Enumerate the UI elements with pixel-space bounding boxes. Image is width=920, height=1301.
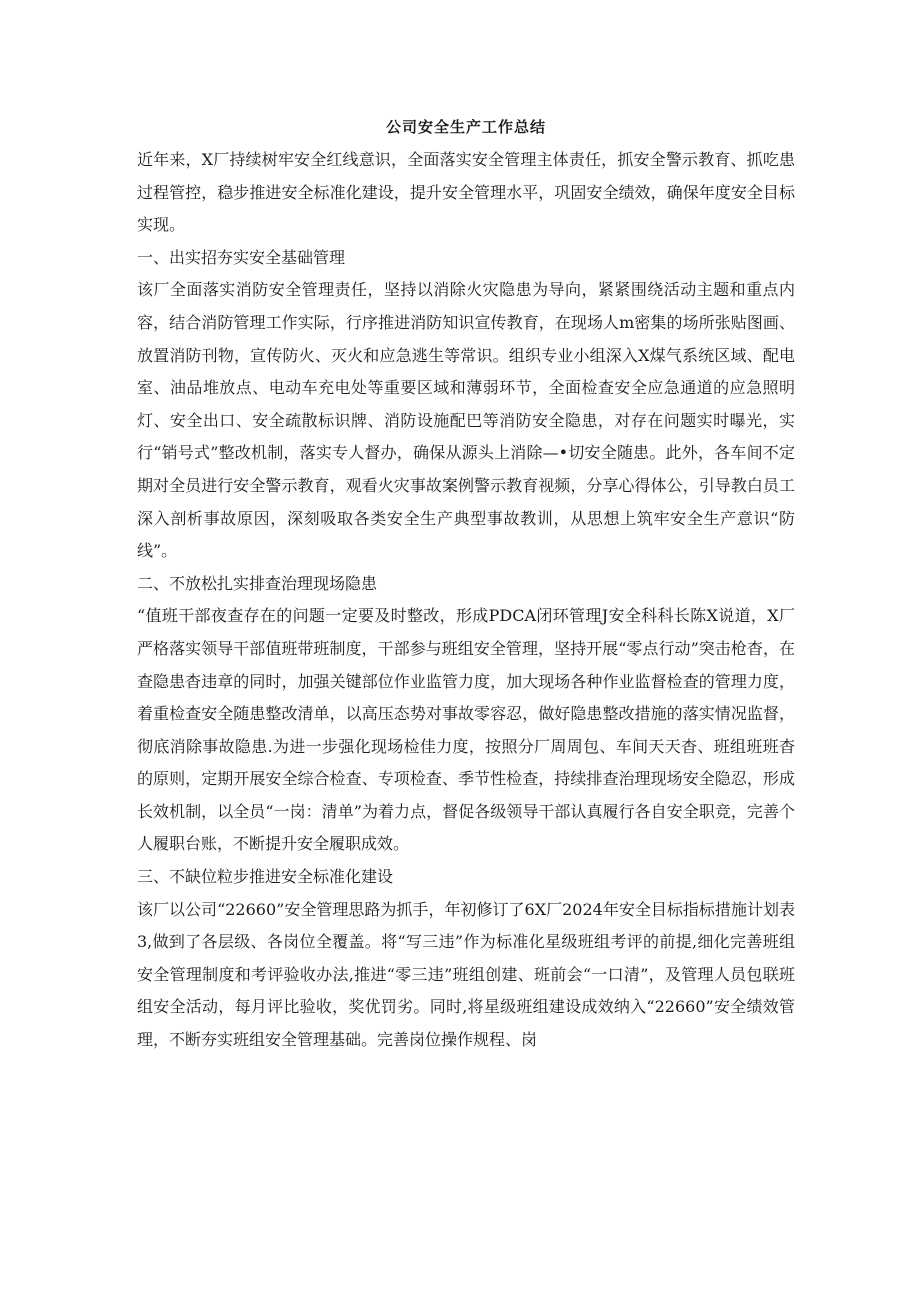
section-3-paragraph: 该厂以公司“22660”安全管理思路为抓手，年初修订了6X厂2024年安全目标指标措施计划表3,做到了各层级、各岗位全覆盖。将“写三违”作为标准化星级班组考评的前提,细化完善班组安全管理制度和考评验收办法,推进“零三违”班组创建、班前会“一口清”，及管理人员包联班组安全活动，每月评比验收，奖优罚劣。同时,将星级班组建设成效纳入“22660”安全绩效管理，不断夯实班组安全管理基础。完善岗位操作规程、岗	[137, 899, 795, 1050]
section-heading-2: 二、不放松扎实排查治理现场隐患	[137, 573, 378, 593]
intro-paragraph: 近年来，X厂持续树牢安全红线意识，全面落实安全管理主体责任，抓安全警示教育、抓吃患过程管控，稳步推进安全标准化建设，提升安全管理水平，巩固安全绩效，确保年度安全目标实现。	[137, 150, 795, 235]
section-heading-1: 一、出实招夯实安全基础管理	[137, 247, 346, 267]
section-1-paragraph: 该厂全面落实消防安全管理责任，坚持以消除火灾隐患为导向，紧紧围绕活动主题和重点内容，结合消防管理工作实际，行序推进消防知识宣传教育，在现场人m密集的场所张贴图画、放置消防刊物，宣传防火、灭火和应急逃生等常识。组织专业小组深入X煤气系统区域、配电室、油品堆放点、电动车充电处等重要区域和薄弱环节，全面检查安全应急通道的应急照明灯、安全出口、安全疏散标识牌、消防设施配巴等消防安全隐患，对存在问题实时曝光，实行“销号式”整改机制，落实专人督办，确保从源头上消除—•切安全随患。此外，各车间不定期对全员进行安全警示教育，观看火灾事故案例警示教育视频，分享心得体公，引导教白员工深入剖析事故原因，深刻吸取各类安全生产典型事故教训，从思想上筑牢安全生产意识“防线”。	[137, 280, 795, 561]
section-heading-3: 三、不缺位粒步推进安全标准化建设	[137, 867, 394, 887]
section-2-paragraph: “值班干部夜查存在的问题一定要及时整改，形成PDCA闭环管理J安全科科长陈X说道，X厂严格落实领导干部值班带班制度，干部参与班组安全管理，坚持开展“零点行动”突击枪杳，在查隐患杳违章的同时，加强关键部位作业监管力度，加大现场各种作业监督检查的管理力度，着重检查安全随患整改清单，以高压态势对事故零容忍，做好隐患整改措施的落实情况监督，彻底消除事故隐患.为进一步强化现场检佳力度，按照分厂周周包、车间天天杳、班组班班杳的原则，定期开展安全综合检查、专项检查、季节性检查，持续排查治理现场安全隐忍，形成长效机制，以全员“一岗：清单”为着力点，督促各级领导干部认真履行各自安全职竞，完善个人履职台账，不断提升安全履职成效。	[137, 606, 795, 854]
document-page	[137, 112, 795, 1057]
document-title: 公司安全生产工作总结	[385, 118, 546, 136]
